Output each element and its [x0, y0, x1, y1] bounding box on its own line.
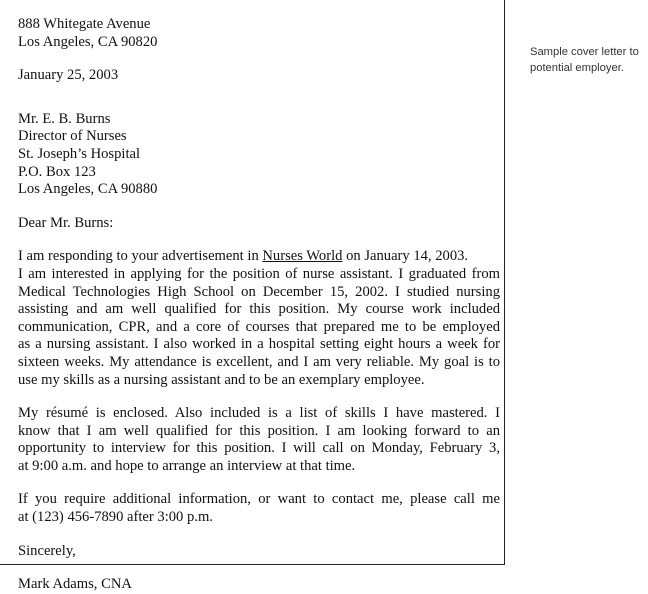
- body-paragraph-2: [18, 405, 500, 475]
- paragraph-line: as a nursing assistant. I also worked in a hospital setting eight hours a week for: [18, 336, 500, 353]
- paragraph-line: My résumé is enclosed. Also included is a list of skills I have mastered. I: [18, 405, 500, 422]
- recipient-name: Mr. E. B. Burns: [18, 110, 111, 127]
- paragraph-line: [18, 248, 500, 266]
- closing: Sincerely,: [18, 542, 76, 559]
- cover-letter: [18, 16, 500, 594]
- signature: Mark Adams, CNA: [18, 576, 132, 593]
- recipient-org: St. Joseph’s Hospital: [18, 145, 141, 162]
- paragraph-line: communication, CPR, and a core of courses that prepared me to be employed: [18, 318, 500, 335]
- paragraph-line: opportunity to interview for this position. I will call on Monday, February 3,: [18, 440, 500, 457]
- publication-title: Nurses World: [262, 248, 343, 265]
- margin-note: [530, 45, 645, 76]
- paragraph-line: sixteen weeks. My attendance is excellent, and I am very reliable. My goal is to: [18, 353, 500, 370]
- sender-address: [18, 16, 500, 51]
- margin-note-line: Sample cover letter to: [530, 46, 639, 58]
- body-paragraph-1: [18, 248, 500, 389]
- recipient-address: [18, 111, 500, 199]
- recipient-city: Los Angeles, CA 90880: [18, 181, 158, 198]
- recipient-title: Director of Nurses: [18, 128, 127, 145]
- letter-date: January 25, 2003: [18, 67, 119, 84]
- sender-city: Los Angeles, CA 90820: [18, 33, 158, 50]
- paragraph-line: assisting and am well qualified for this position. My course work included: [18, 301, 500, 318]
- sender-street: 888 Whitegate Avenue: [18, 16, 151, 32]
- paragraph-line: at 9:00 a.m. and hope to arrange an interview at that time.: [18, 457, 356, 474]
- salutation: Dear Mr. Burns:: [18, 214, 114, 231]
- paragraph-text: I am responding to your advertisement in: [18, 248, 263, 265]
- paragraph-line: Medical Technologies High School on December 15, 2002. I studied nursing: [18, 283, 500, 300]
- paragraph-line: know that I am well qualified for this position. I am looking forward to an: [18, 422, 500, 439]
- paragraph-line: at (123) 456-7890 after 3:00 p.m.: [18, 509, 213, 526]
- paragraph-text: on January 14, 2003.: [342, 248, 469, 265]
- paragraph-line: If you require additional information, or want to contact me, please call me: [18, 491, 500, 508]
- paragraph-line: I am interested in applying for the position of nurse assistant. I graduated from: [18, 265, 500, 282]
- margin-note-line: potential employer.: [530, 61, 624, 74]
- body-paragraph-3: [18, 491, 500, 526]
- recipient-po-box: P.O. Box 123: [18, 163, 96, 180]
- paragraph-line: use my skills as a nursing assistant and to be an exemplary employee.: [18, 371, 425, 388]
